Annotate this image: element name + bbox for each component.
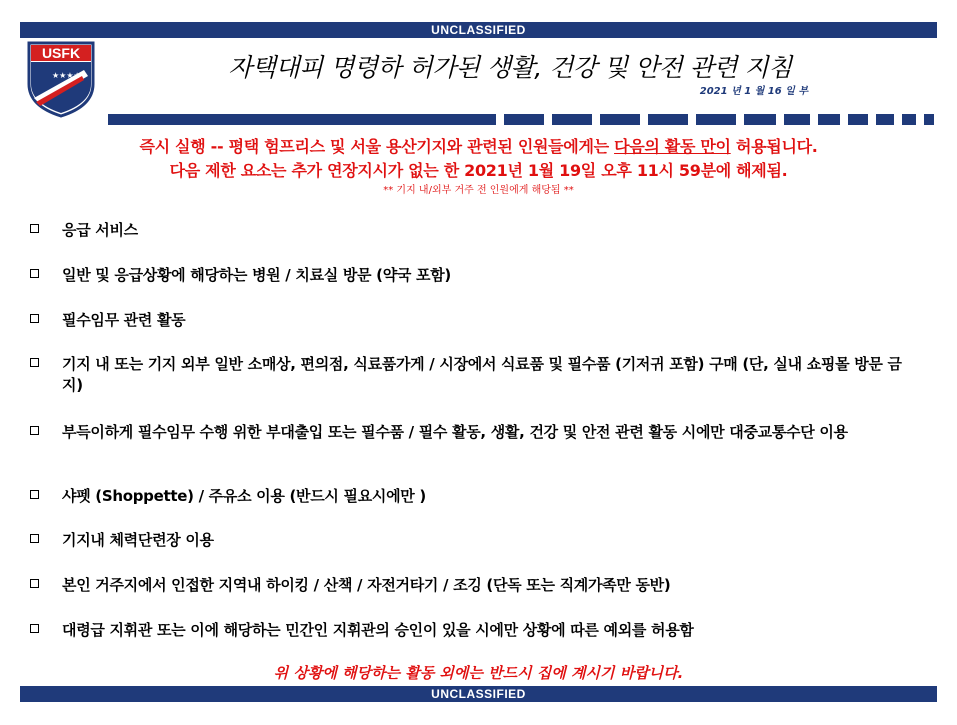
logo-text: USFK (41, 45, 81, 61)
list-item-text: 샤펫 (Shoppette) / 주유소 이용 (반드시 필요시에만 ) (62, 487, 426, 505)
list-item-text: 기지 내 또는 기지 외부 일반 소매상, 편의점, 식료품가게 / 시장에서 식료품 및 필수품 (기저귀 포함) 구매 (단, 실내 쇼핑몰 방문 금지) (62, 355, 902, 394)
checkbox-icon (30, 490, 39, 499)
checkbox-icon (30, 579, 39, 588)
notice-line-1 (0, 134, 957, 157)
page-title: 자택대피 명령하 허가된 생활, 건강 및 안전 관련 지침 (228, 53, 792, 82)
classification-banner-bottom: UNCLASSIFIED (20, 686, 937, 702)
checkbox-icon (30, 624, 39, 633)
checkbox-icon (30, 224, 39, 233)
list-item-text: 부득이하게 필수임무 수행 위한 부대출입 또는 필수품 / 필수 활동, 생활, 건강 및 안전 관련 활동 시에만 대중교통수단 이용 (62, 423, 848, 441)
svg-text:★★★★: ★★★★ (52, 71, 81, 80)
header-divider (108, 114, 938, 125)
effective-date: 2021 년 1 월 16 일 부 (699, 86, 808, 97)
notice-line-1-post: 허용됩니다. (730, 137, 818, 156)
checkbox-icon (30, 314, 39, 323)
checkbox-icon (30, 269, 39, 278)
checkbox-icon (30, 358, 39, 367)
notice-line-1-pre: 즉시 실행 -- 평택 험프리스 및 서울 용산기지와 관련된 인원들에게는 (139, 137, 615, 156)
list-item-text: 일반 및 응급상황에 해당하는 병원 / 치료실 방문 (약국 포함) (62, 266, 451, 284)
notice-line-3: ** 기지 내/외부 거주 전 인원에게 해당됨 ** (383, 185, 574, 196)
list-item-text: 응급 서비스 (62, 221, 138, 239)
list-item-text: 필수임무 관련 활동 (62, 311, 186, 329)
checkbox-icon (30, 534, 39, 543)
list-item-text: 기지내 체력단련장 이용 (62, 531, 214, 549)
checkbox-icon (30, 426, 39, 435)
classification-banner-top: UNCLASSIFIED (20, 22, 937, 38)
list-item-text: 대령급 지휘관 또는 이에 해당하는 민간인 지휘관의 승인이 있을 시에만 상황에 따른 예외를 허용함 (62, 621, 694, 639)
notice-line-1-emphasis: 다음의 활동 만이 (614, 137, 731, 156)
notice-line-2: 다음 제한 요소는 추가 연장지시가 없는 한 2021년 1월 19일 오후 11시 59분에 해제됨. (169, 161, 788, 180)
list-item-text: 본인 거주지에서 인접한 지역내 하이킹 / 산책 / 자전거타기 / 조깅 (단독 또는 직계가족만 동반) (62, 576, 671, 594)
closing-notice: 위 상황에 해당하는 활동 외에는 반드시 집에 계시기 바랍니다. (273, 664, 684, 682)
usfk-logo (26, 40, 96, 118)
